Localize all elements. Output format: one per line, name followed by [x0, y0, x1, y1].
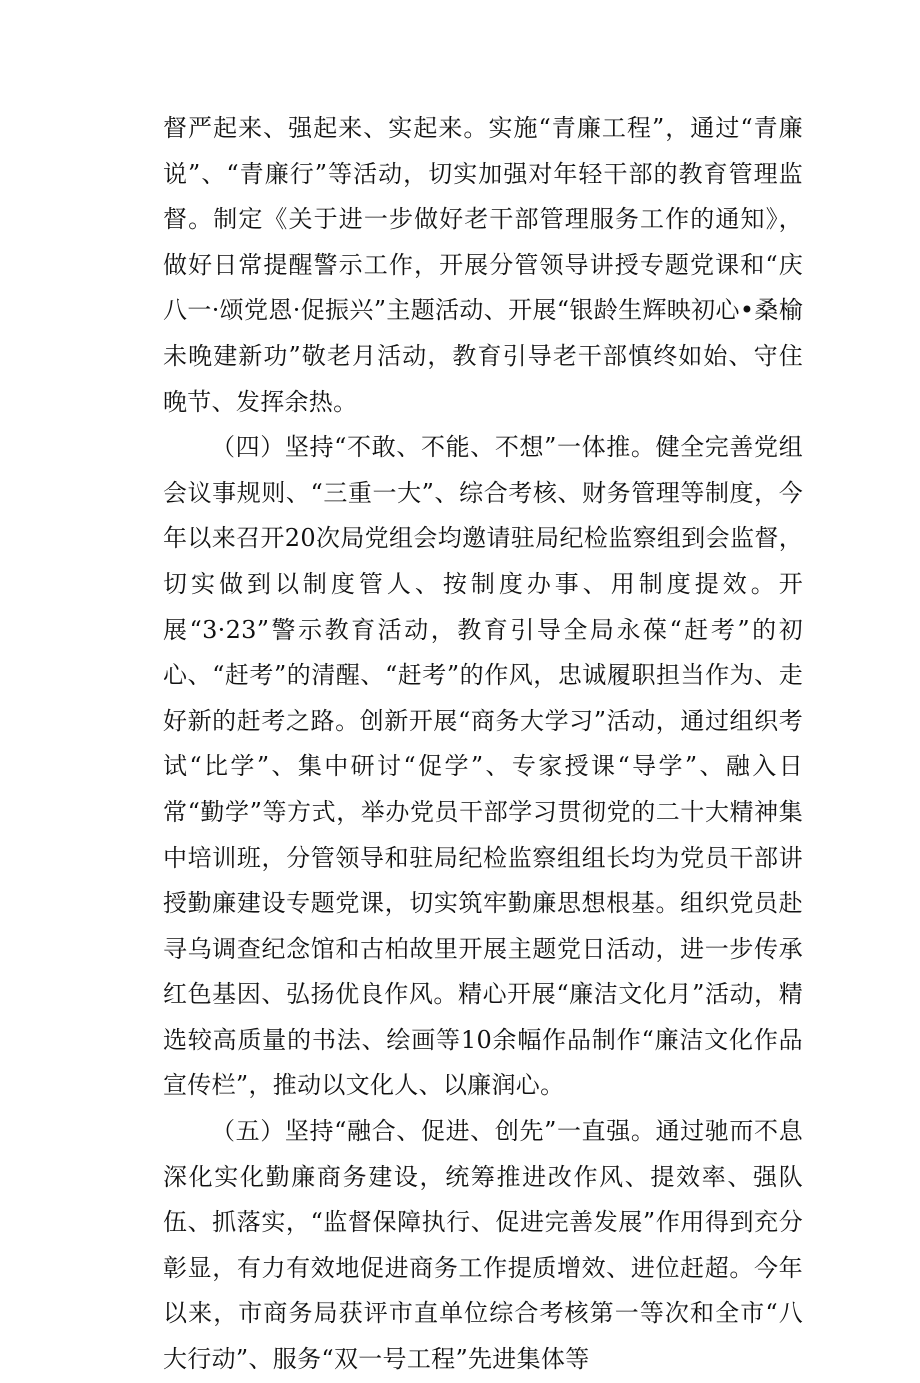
- paragraph-continuation: 督严起来、强起来、实起来。实施“青廉工程”，通过“青廉说”、“青廉行”等活动，切实加强对年轻干部的教育管理监督。制定《关于进一步做好老干部管理服务工作的通知》，做好日常提醒警示工作，开展分管领导讲授专题党课和“庆八一·颂党恩·促振兴”主题活动、开展“银龄生辉映初心•桑榆未晚建新功”敬老月活动，教育引导老干部慎终如始、守住晚节、发挥余热。: [163, 114, 803, 416]
- paragraph-section-five: （五）坚持“融合、促进、创先”一直强。通过驰而不息深化实化勤廉商务建设，统筹推进改作风、提效率、强队伍、抓落实，“监督保障执行、促进完善发展”作用得到充分彰显，有力有效地促进商务工作提质增效、进位赶超。今年以来，市商务局获评市直单位综合考核第一等次和全市“八大行动”、服务“双一号工程”先进集体等: [163, 1117, 803, 1374]
- paragraph-section-four: （四）坚持“不敢、不能、不想”一体推。健全完善党组会议事规则、“三重一大”、综合考核、财务管理等制度，今年以来召开20次局党组会均邀请驻局纪检监察组到会监督，切实做到以制度管人、按制度办事、用制度提效。开展“3·23”警示教育活动，教育引导全局永葆“赶考”的初心、“赶考”的清醒、“赶考”的作风，忠诚履职担当作为、走好新的赶考之路。创新开展“商务大学习”活动，通过组织考试“比学”、集中研讨“促学”、专家授课“导学”、融入日常“勤学”等方式，举办党员干部学习贯彻党的二十大精神集中培训班，分管领导和驻局纪检监察组组长均为党员干部讲授勤廉建设专题党课，切实筑牢勤廉思想根基。组织党员赴寻乌调查纪念馆和古柏故里开展主题党日活动，进一步传承红色基因、弘扬优良作风。精心开展“廉洁文化月”活动，精选较高质量的书法、绘画等10余幅作品制作“廉洁文化作品宣传栏”，推动以文化人、以廉润心。: [163, 433, 803, 1100]
- document-body: [163, 106, 803, 1383]
